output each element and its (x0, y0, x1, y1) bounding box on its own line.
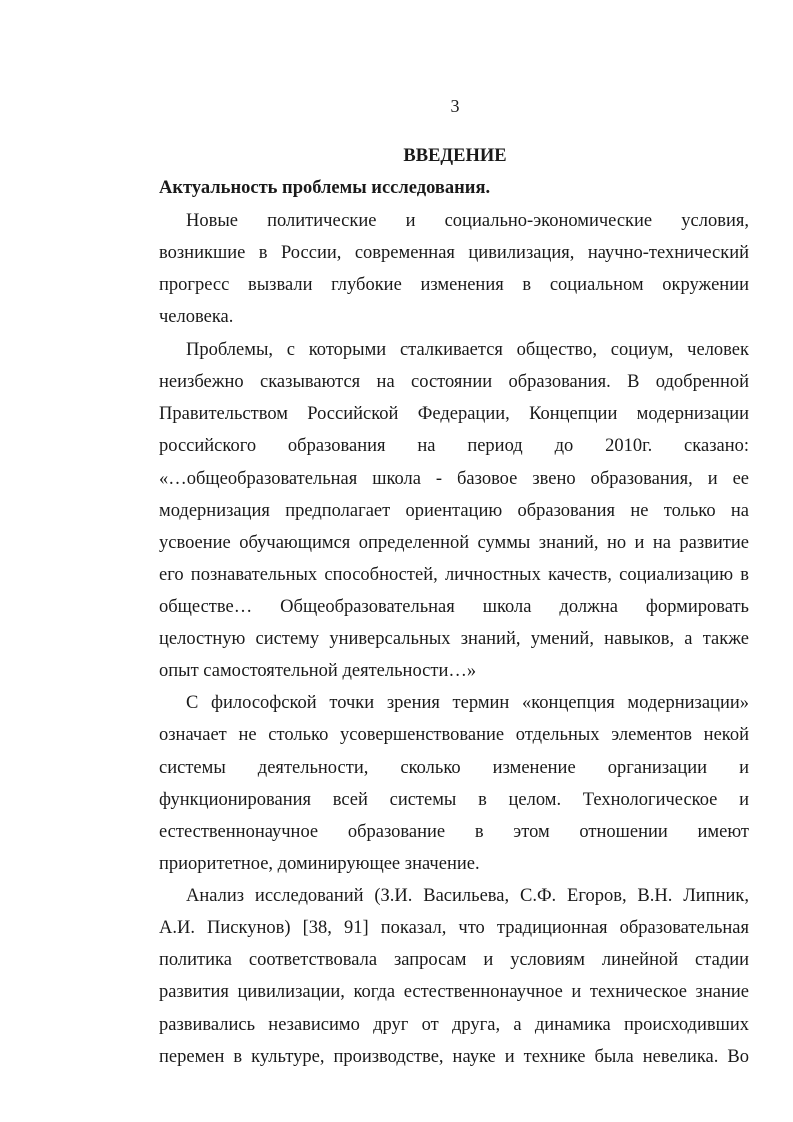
text-line: означает не столько усовершенствование отдельных элементов некой (159, 725, 749, 745)
page-number: 3 (450, 96, 460, 116)
section-title: ВВЕДЕНИЕ (403, 146, 507, 166)
text-line: политика соответствовала запросам и условиям линейной стадии (159, 950, 749, 970)
text-line: прогресс вызвали глубокие изменения в социальном окружении (159, 275, 749, 295)
text-line: А.И. Пискунов) [38, 91] показал, что традиционная образовательная (159, 918, 749, 938)
text-line: неизбежно сказываются на состоянии образования. В одобренной (159, 372, 749, 392)
text-line: его познавательных способностей, личностных качеств, социализацию в (159, 565, 749, 585)
text-line: модернизация предполагает ориентацию образования не только на (159, 501, 749, 521)
text-line: перемен в культуре, производстве, науке и технике была невелика. Во (159, 1047, 749, 1067)
text-line: Правительством Российской Федерации, Концепции модернизации (159, 404, 749, 424)
text-line: системы деятельности, сколько изменение организации и (159, 758, 749, 778)
text-line: развития цивилизации, когда естественнонаучное и техническое знание (159, 982, 749, 1002)
text-line: возникшие в России, современная цивилизация, научно-технический (159, 243, 749, 263)
text-line: Новые политические и социально-экономические условия, (186, 211, 749, 231)
text-line: естественнонаучное образование в этом отношении имеют (159, 822, 749, 842)
text-line: С философской точки зрения термин «концепция модернизации» (186, 693, 749, 713)
text-line: приоритетное, доминирующее значение. (159, 854, 480, 874)
text-line: Проблемы, с которыми сталкивается общество, социум, человек (186, 340, 749, 360)
subsection-heading: Актуальность проблемы исследования. (159, 178, 491, 198)
text-line: человека. (159, 307, 234, 327)
text-line: Анализ исследований (З.И. Васильева, С.Ф. Егоров, В.Н. Липник, (186, 886, 749, 906)
text-line: опыт самостоятельной деятельности…» (159, 661, 477, 681)
text-line: усвоение обучающимся определенной суммы знаний, но и на развитие (159, 533, 749, 553)
text-line: целостную систему универсальных знаний, умений, навыков, а также (159, 629, 749, 649)
text-line: функционирования всей системы в целом. Технологическое и (159, 790, 749, 810)
text-line: обществе… Общеобразовательная школа должна формировать (159, 597, 749, 617)
text-line: российского образования на период до 2010г. сказано: (159, 436, 749, 456)
text-line: «…общеобразовательная школа - базовое звено образования, и ее (159, 469, 749, 489)
text-line: развивались независимо друг от друга, а динамика происходивших (159, 1015, 749, 1035)
